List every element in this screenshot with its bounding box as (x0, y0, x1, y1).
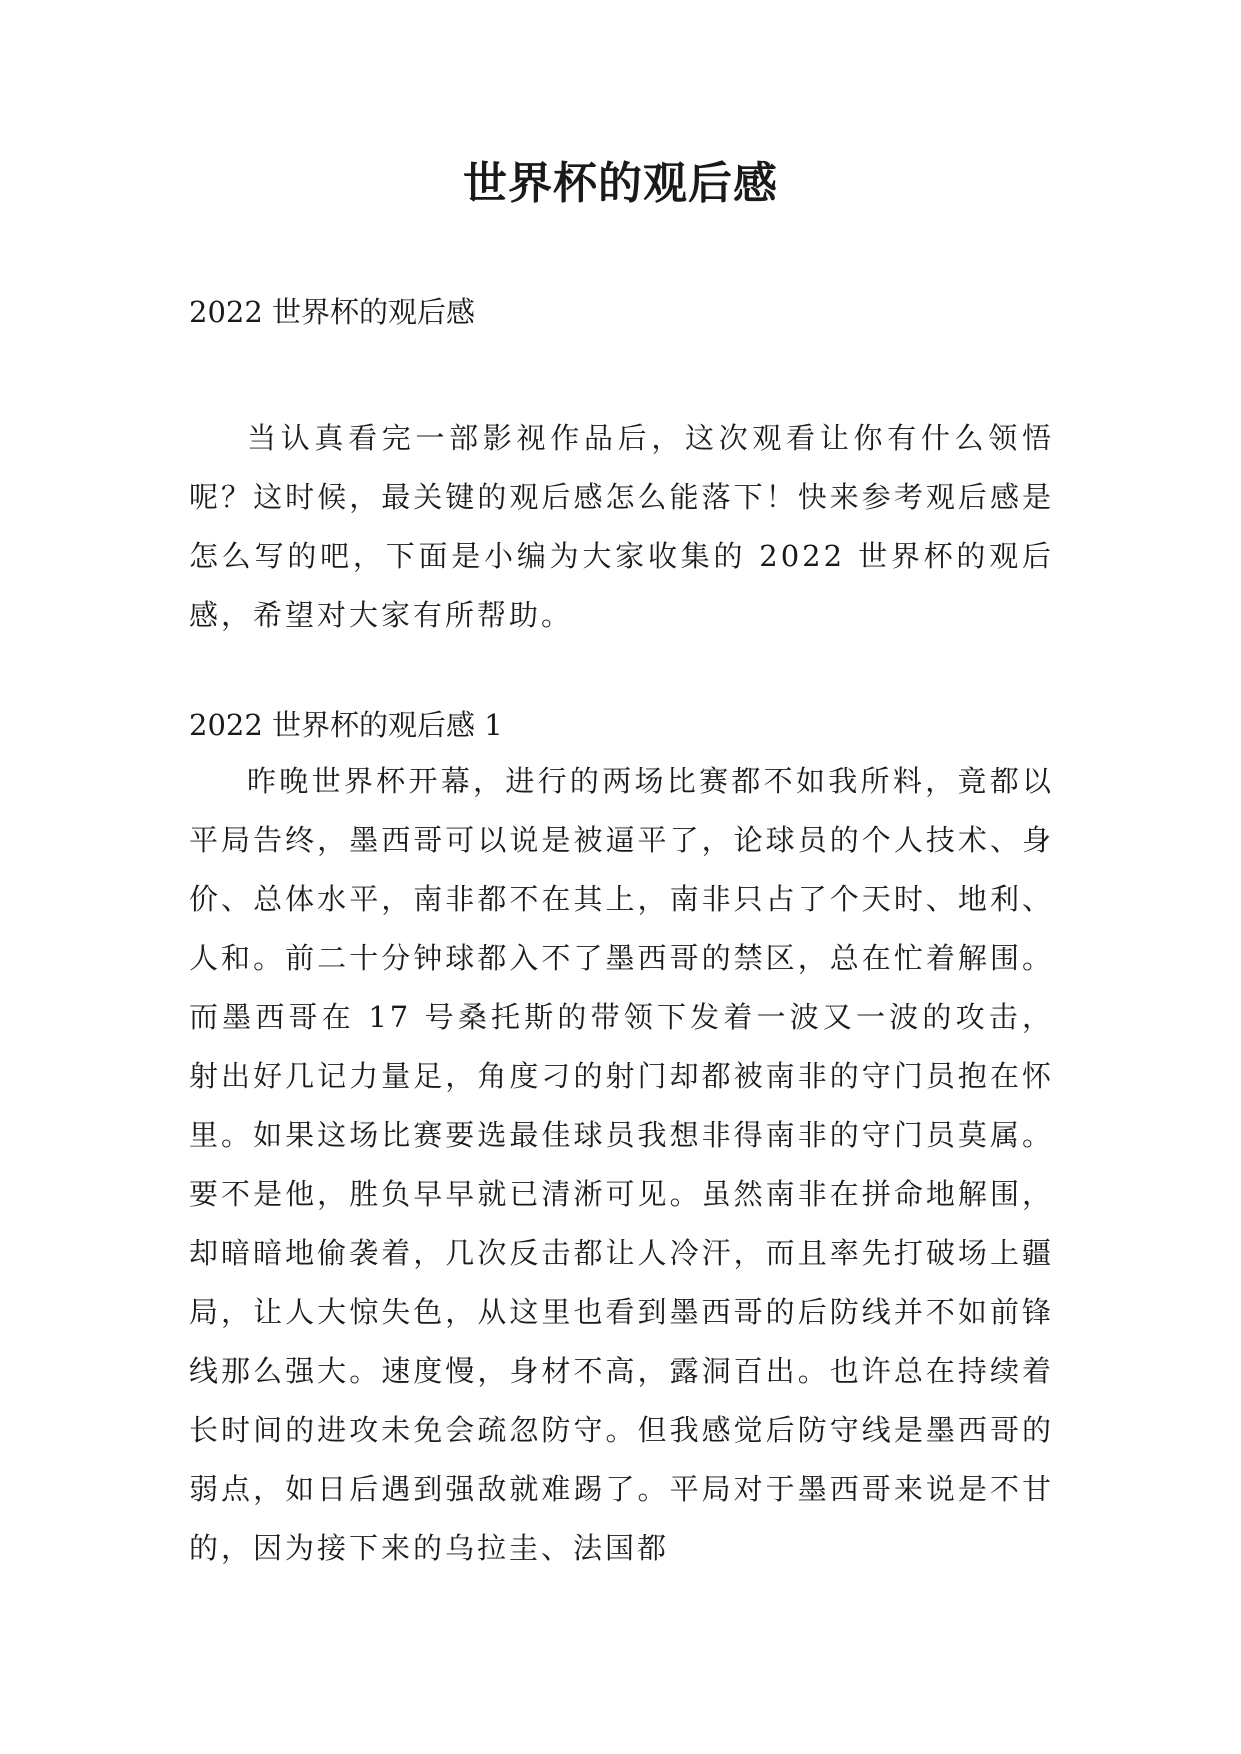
section-heading: 2022 世界杯的观后感 1 (189, 708, 503, 742)
section-body-paragraph: 昨晚世界杯开幕，进行的两场比赛都不如我所料，竟都以平局告终，墨西哥可以说是被逼平了，论球员的个人技术、身价、总体水平，南非都不在其上，南非只占了个天时、地利、人和。前二十分钟球都入不了墨西哥的禁区，总在忙着解围。而墨西哥在 17 号桑托斯的带领下发着一波又一波的攻击，射出好几记力量足，角度刁的射门却都被南非的守门员抱在怀里。如果这场比赛要选最佳球员我想非得南非的守门员莫属。要不是他，胜负早早就已清淅可见。虽然南非在拼命地解围，却暗暗地偷袭着，几次反击都让人冷汗，而且率先打破场上疆局，让人大惊失色，从这里也看到墨西哥的后防线并不如前锋线那么强大。速度慢，身材不高，露洞百出。也许总在持续着长时间的进攻未免会疏忽防守。但我感觉后防守线是墨西哥的弱点，如日后遇到强敌就难踢了。平局对于墨西哥来说是不甘的，因为接下来的乌拉圭、法国都 (189, 764, 1054, 1565)
document-title: 世界杯的观后感 (463, 158, 778, 209)
intro-paragraph: 当认真看完一部影视作品后，这次观看让你有什么领悟呢？这时候，最关键的观后感怎么能落下！快来参考观后感是怎么写的吧，下面是小编为大家收集的 2022 世界杯的观后感，希望对大家有所帮助。 (189, 421, 1054, 632)
document-subtitle: 2022 世界杯的观后感 (189, 295, 476, 329)
